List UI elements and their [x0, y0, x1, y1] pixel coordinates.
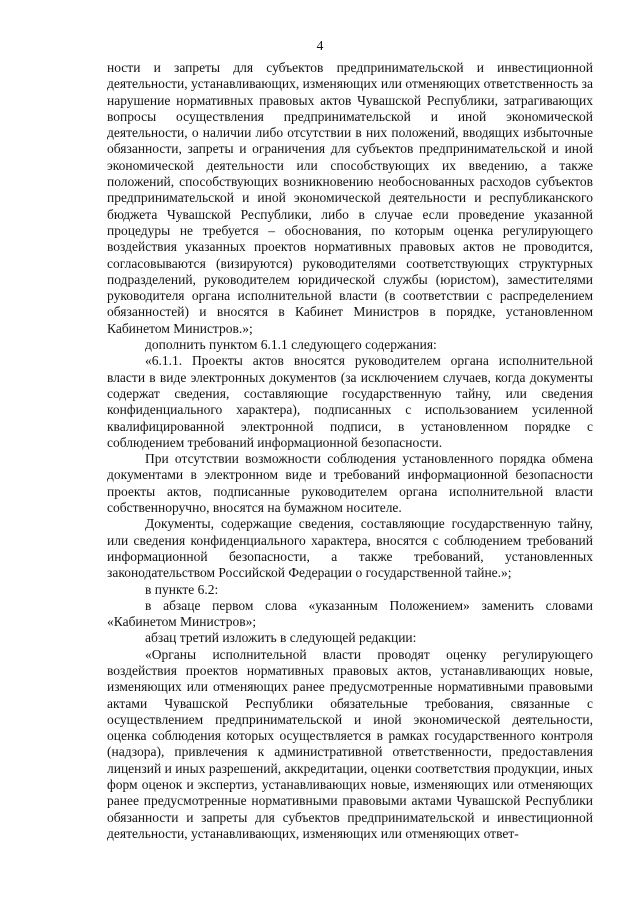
paragraph-continuation: ности и запреты для субъектов предпринимательской и инвестиционной деятельности, устанавливающих, изменяющих или отменяющих ответственность за нарушение нормативных правовых актов Чувашской Республики, затрагивающих вопросы осуществления предпринимательской и иной экономической деятельности, о наличии либо отсутствии в них положений, вводящих избыточные обязанности, запреты и ограничения для субъектов предпринимательской и иной экономической деятельности или способствующих их введению, а также положений, способствующих возникновению необоснованных расходов субъектов предпринимательской и иной экономической деятельности и республиканского бюджета Чувашской Республики, либо в случае если проведение указанной процедуры не требуется – обоснования, по которым оценка регулирующего воздействия указанных проектов нормативных правовых актов не проводится, согласовываются (визируются) руководителями соответствующих структурных подразделений, руководителем юридической службы (юристом), заместителями руководителя органа исполнительной власти (в соответствии с распределением обязанностей) и вносятся в Кабинет Министров в порядке, установленном Кабинетом Министров.»; [107, 60, 593, 336]
paragraph-add-point-6-1-1: дополнить пунктом 6.1.1 следующего содержания: [145, 337, 437, 353]
page-number: 4 [316, 38, 324, 53]
paragraph-third-abzac: абзац третий изложить в следующей редакции: [145, 630, 417, 646]
paragraph-state-secret-docs: Документы, содержащие сведения, составляющие государственную тайну, или сведения конфиденциального характера, вносятся с соблюдением требований информационной безопасности, а также требований, установленных законодательством Российской Федерации о государственной тайне.»; [107, 516, 593, 581]
paragraph-first-abzac: в абзаце первом слова «указанным Положением» заменить словами «Кабинетом Министров»; [107, 597, 593, 630]
paragraph-point-6-1-1: «6.1.1. Проекты актов вносятся руководителем органа исполнительной власти в виде электронных документов (за исключением случаев, когда документы содержат сведения, составляющие государственную тайну, или сведения конфиденциального характера), подписанных с использованием усиленной квалифицированной электронной подписи, в установленном порядке с соблюдением требований информационной безопасности. [107, 353, 593, 450]
paragraph-paper-submission: При отсутствии возможности соблюдения установленного порядка обмена документами в электронном виде и требований информационной безопасности проекты актов, подписанные руководителем органа исполнительной власти собственноручно, вносятся на бумажном носителе. [107, 451, 593, 516]
paragraph-in-point-6-2: в пункте 6.2: [145, 581, 219, 597]
paragraph-new-wording: «Органы исполнительной власти проводят оценку регулирующего воздействия проектов нормативных правовых актов, устанавливающих новые, изменяющих или отменяющих ранее предусмотренные нормативными правовыми актами Чувашской Республики обязательные требования, связанные с осуществлением предпринимательской и иной экономической деятельности, оценка соблюдения которых осуществляется в рамках государственного контроля (надзора), привлечения к административной ответственности, предоставления лицензий и иных разрешений, аккредитации, оценки соответствия продукции, иных форм оценок и экспертиз, устанавливающих новые, изменяющих или отменяющих ранее предусмотренные нормативными правовыми актами Чувашской Республики обязанности и запреты для субъектов предпринимательской и инвестиционной деятельности, устанавливающих, изменяющих или отменяющих ответ- [107, 646, 593, 841]
document-body [107, 60, 593, 842]
